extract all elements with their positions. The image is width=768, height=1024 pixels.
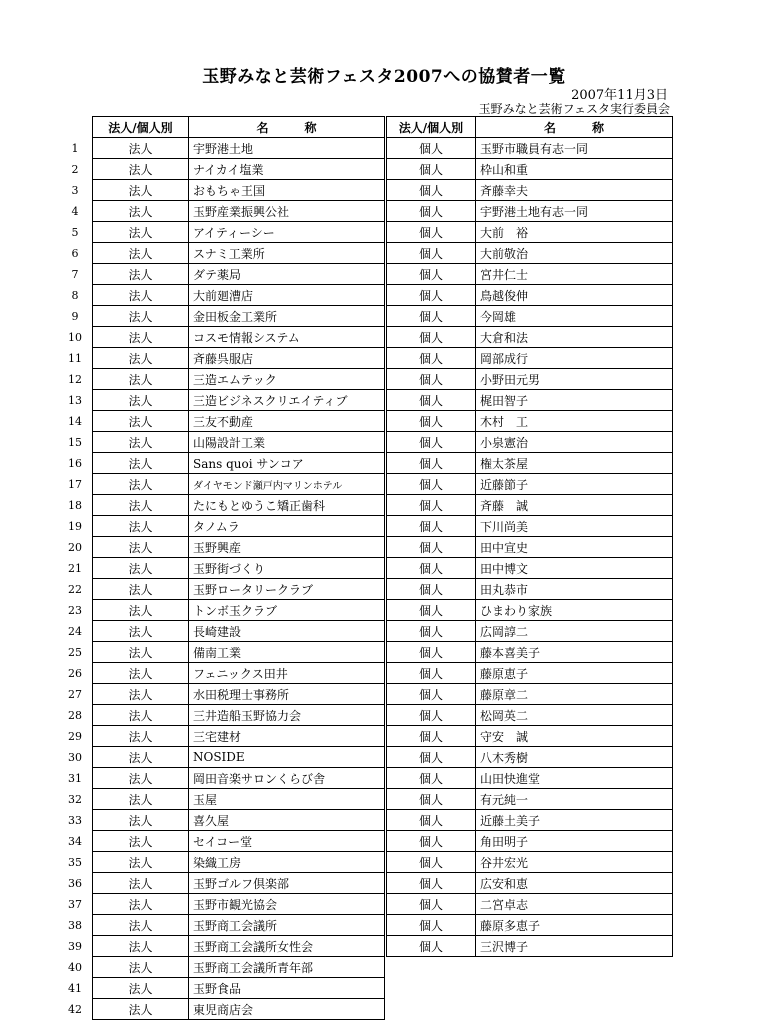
- entity-type: 法人: [93, 453, 189, 474]
- sponsor-name: 山田快進堂: [476, 768, 673, 789]
- entity-type: 個人: [387, 138, 476, 159]
- entity-type: 個人: [387, 579, 476, 600]
- sponsor-name: 斉藤幸夫: [476, 180, 673, 201]
- name-column-header: 名 称: [189, 117, 385, 138]
- sponsor-name: 藤原恵子: [476, 663, 673, 684]
- sponsor-name: 木村 工: [476, 411, 673, 432]
- entity-type: 法人: [93, 978, 189, 999]
- sponsor-name: 水田税理士事務所: [189, 684, 385, 705]
- name-column-header: 名 称: [476, 117, 673, 138]
- entity-type: 個人: [387, 285, 476, 306]
- sponsor-name: たにもとゆうこ矯正歯科: [189, 495, 385, 516]
- sponsor-name: 山陽設計工業: [189, 432, 385, 453]
- entity-type: 法人: [93, 663, 189, 684]
- sponsor-table-right: [386, 116, 673, 957]
- table-row: [58, 369, 385, 390]
- entity-type: 個人: [387, 684, 476, 705]
- table-row: [387, 873, 673, 894]
- page-title: 玉野みなと芸術フェスタ2007への協賛者一覧: [202, 67, 566, 87]
- entity-type: 法人: [93, 936, 189, 957]
- row-number: 28: [68, 708, 82, 722]
- sponsor-name: 広安和恵: [476, 873, 673, 894]
- sponsor-name: 大倉和法: [476, 327, 673, 348]
- row-number: 9: [71, 309, 79, 323]
- entity-type: 法人: [93, 243, 189, 264]
- table-row: [387, 810, 673, 831]
- entity-type: 個人: [387, 306, 476, 327]
- sponsor-name: ダテ薬局: [189, 264, 385, 285]
- table-row: [387, 537, 673, 558]
- table-row: [58, 600, 385, 621]
- sponsor-name: おもちゃ王国: [189, 180, 385, 201]
- entity-type: 個人: [387, 243, 476, 264]
- table-row: [387, 852, 673, 873]
- entity-type: 法人: [93, 432, 189, 453]
- table-row: [387, 201, 673, 222]
- sponsor-name: 小泉憲治: [476, 432, 673, 453]
- table-row: [58, 705, 385, 726]
- entity-type: 法人: [93, 516, 189, 537]
- type-column-header: 法人/個人別: [93, 117, 189, 138]
- row-number: 41: [68, 981, 82, 995]
- entity-type: 法人: [93, 180, 189, 201]
- entity-type: 法人: [93, 600, 189, 621]
- table-row: [58, 663, 385, 684]
- sponsor-name: 下川尚美: [476, 516, 673, 537]
- row-number: 7: [71, 267, 79, 281]
- table-row: [387, 579, 673, 600]
- table-row: [58, 747, 385, 768]
- table-row: [387, 831, 673, 852]
- row-number: 31: [68, 771, 82, 785]
- table-row: [387, 558, 673, 579]
- sponsor-name: 三造エムテック: [189, 369, 385, 390]
- sponsor-name: Sans quoi サンコア: [189, 453, 385, 474]
- row-number: 11: [68, 351, 82, 365]
- table-row: [387, 369, 673, 390]
- sponsor-name: 守安 誠: [476, 726, 673, 747]
- entity-type: 個人: [387, 327, 476, 348]
- sponsor-name: 斉藤 誠: [476, 495, 673, 516]
- row-number: 6: [71, 246, 79, 260]
- sponsor-name: 八木秀樹: [476, 747, 673, 768]
- row-number: 20: [68, 540, 82, 554]
- row-number: 39: [68, 939, 82, 953]
- sponsor-name: 田中博文: [476, 558, 673, 579]
- entity-type: 法人: [93, 999, 189, 1020]
- table-row: [387, 726, 673, 747]
- row-number: 19: [68, 519, 82, 533]
- entity-type: 個人: [387, 495, 476, 516]
- row-number: 35: [68, 855, 82, 869]
- table-header-row: [387, 117, 673, 138]
- table-row: [387, 894, 673, 915]
- sponsor-name: 玉野商工会議所青年部: [189, 957, 385, 978]
- sponsor-name: タノムラ: [189, 516, 385, 537]
- table-row: [58, 810, 385, 831]
- row-number: 5: [71, 225, 79, 239]
- sponsor-name: 玉野街づくり: [189, 558, 385, 579]
- row-number: 1: [71, 141, 79, 155]
- sponsor-name: 大前 裕: [476, 222, 673, 243]
- table-row: [387, 327, 673, 348]
- entity-type: 法人: [93, 768, 189, 789]
- table-row: [58, 411, 385, 432]
- entity-type: 個人: [387, 831, 476, 852]
- row-number: 29: [68, 729, 82, 743]
- table-row: [387, 768, 673, 789]
- row-number: 32: [68, 792, 82, 806]
- sponsor-name: トンボ玉クラブ: [189, 600, 385, 621]
- sponsor-name: 広岡諄二: [476, 621, 673, 642]
- sponsor-name: 三沢博子: [476, 936, 673, 957]
- entity-type: 法人: [93, 957, 189, 978]
- table-row: [387, 474, 673, 495]
- sponsor-name: 玉野ゴルフ倶楽部: [189, 873, 385, 894]
- sponsor-name: 染織工房: [189, 852, 385, 873]
- row-number: 26: [68, 666, 82, 680]
- entity-type: 個人: [387, 705, 476, 726]
- sponsor-name: 三造ビジネスクリエイティブ: [189, 390, 385, 411]
- entity-type: 法人: [93, 411, 189, 432]
- sponsor-name: 今岡雄: [476, 306, 673, 327]
- row-number: 23: [68, 603, 82, 617]
- table-row: [58, 957, 385, 978]
- sponsor-name: 三宅建材: [189, 726, 385, 747]
- sponsor-name: 斉藤呉服店: [189, 348, 385, 369]
- table-row: [387, 789, 673, 810]
- table-row: [387, 915, 673, 936]
- sponsor-name: セイコー堂: [189, 831, 385, 852]
- table-row: [58, 453, 385, 474]
- sponsor-name: 長崎建設: [189, 621, 385, 642]
- sponsor-name: 藤原多恵子: [476, 915, 673, 936]
- sponsor-name: 喜久屋: [189, 810, 385, 831]
- table-row: [387, 705, 673, 726]
- table-row: [58, 243, 385, 264]
- row-number: 42: [68, 1002, 82, 1016]
- table-row: [58, 516, 385, 537]
- entity-type: 法人: [93, 873, 189, 894]
- table-row: [58, 348, 385, 369]
- table-row: [387, 453, 673, 474]
- sponsor-name: 田丸恭市: [476, 579, 673, 600]
- sponsor-name: 松岡英二: [476, 705, 673, 726]
- table-row: [58, 474, 385, 495]
- entity-type: 個人: [387, 915, 476, 936]
- table-row: [58, 558, 385, 579]
- table-row: [58, 222, 385, 243]
- entity-type: 法人: [93, 558, 189, 579]
- row-number: 3: [71, 183, 79, 197]
- entity-type: 個人: [387, 201, 476, 222]
- sponsor-name: 玉屋: [189, 789, 385, 810]
- entity-type: 法人: [93, 810, 189, 831]
- entity-type: 法人: [93, 285, 189, 306]
- entity-type: 個人: [387, 264, 476, 285]
- entity-type: 法人: [93, 327, 189, 348]
- entity-type: 個人: [387, 873, 476, 894]
- sponsor-name: ひまわり家族: [476, 600, 673, 621]
- sponsor-name: 備南工業: [189, 642, 385, 663]
- table-row: [58, 327, 385, 348]
- entity-type: 個人: [387, 936, 476, 957]
- table-row: [387, 621, 673, 642]
- entity-type: 個人: [387, 894, 476, 915]
- table-row: [387, 432, 673, 453]
- entity-type: 法人: [93, 642, 189, 663]
- entity-type: 個人: [387, 642, 476, 663]
- table-row: [58, 726, 385, 747]
- sponsor-name: ナイカイ塩業: [189, 159, 385, 180]
- table-row: [58, 495, 385, 516]
- sponsor-name: 梶田智子: [476, 390, 673, 411]
- entity-type: 法人: [93, 264, 189, 285]
- sponsor-name: 玉野商工会議所女性会: [189, 936, 385, 957]
- row-number: 37: [68, 897, 82, 911]
- table-row: [387, 495, 673, 516]
- table-row: [58, 285, 385, 306]
- row-number: 34: [68, 834, 82, 848]
- type-column-header: 法人/個人別: [387, 117, 476, 138]
- sponsor-name: 玉野興産: [189, 537, 385, 558]
- table-row: [58, 621, 385, 642]
- table-row: [58, 306, 385, 327]
- row-number: 30: [68, 750, 82, 764]
- entity-type: 個人: [387, 180, 476, 201]
- table-row: [58, 873, 385, 894]
- entity-type: 個人: [387, 600, 476, 621]
- table-row: [58, 201, 385, 222]
- sponsor-name: NOSIDE: [189, 747, 385, 768]
- table-row: [387, 159, 673, 180]
- row-number: 27: [68, 687, 82, 701]
- document-date: 2007年11月3日: [571, 88, 668, 103]
- entity-type: 個人: [387, 726, 476, 747]
- table-row: [58, 852, 385, 873]
- row-number: 13: [68, 393, 82, 407]
- table-row: [58, 978, 385, 999]
- entity-type: 個人: [387, 663, 476, 684]
- row-number: 25: [68, 645, 82, 659]
- entity-type: 法人: [93, 537, 189, 558]
- sponsor-name: 三井造船玉野協力会: [189, 705, 385, 726]
- entity-type: 法人: [93, 789, 189, 810]
- sponsor-name: 玉野市観光協会: [189, 894, 385, 915]
- entity-type: 個人: [387, 558, 476, 579]
- sponsor-name: 玉野商工会議所: [189, 915, 385, 936]
- sponsor-name: 小野田元男: [476, 369, 673, 390]
- entity-type: 個人: [387, 369, 476, 390]
- entity-type: 法人: [93, 852, 189, 873]
- table-row: [387, 222, 673, 243]
- sponsor-name: 二宮卓志: [476, 894, 673, 915]
- sponsor-name: 金田板金工業所: [189, 306, 385, 327]
- sponsor-name: 宇野港土地: [189, 138, 385, 159]
- entity-type: 法人: [93, 222, 189, 243]
- entity-type: 法人: [93, 726, 189, 747]
- table-row: [387, 411, 673, 432]
- entity-type: 法人: [93, 369, 189, 390]
- entity-type: 個人: [387, 747, 476, 768]
- table-row: [387, 516, 673, 537]
- entity-type: 個人: [387, 516, 476, 537]
- table-row: [58, 999, 385, 1020]
- table-row: [387, 180, 673, 201]
- table-row: [387, 285, 673, 306]
- entity-type: 法人: [93, 747, 189, 768]
- row-number: 33: [68, 813, 82, 827]
- table-row: [387, 747, 673, 768]
- sponsor-name: 三友不動産: [189, 411, 385, 432]
- entity-type: 法人: [93, 390, 189, 411]
- row-number: 4: [71, 204, 79, 218]
- entity-type: 個人: [387, 159, 476, 180]
- table-row: [58, 936, 385, 957]
- sponsor-name: 東児商店会: [189, 999, 385, 1020]
- entity-type: 個人: [387, 621, 476, 642]
- entity-type: 法人: [93, 894, 189, 915]
- row-number: 16: [68, 456, 82, 470]
- sponsor-name: 谷井宏光: [476, 852, 673, 873]
- sponsor-name: 玉野ロータリークラブ: [189, 579, 385, 600]
- sponsor-name: 鳥越俊伸: [476, 285, 673, 306]
- sponsor-name: コスモ情報システム: [189, 327, 385, 348]
- table-row: [58, 159, 385, 180]
- entity-type: 法人: [93, 579, 189, 600]
- entity-type: 個人: [387, 810, 476, 831]
- entity-type: 法人: [93, 621, 189, 642]
- sponsor-name: 角田明子: [476, 831, 673, 852]
- entity-type: 法人: [93, 474, 189, 495]
- row-number: 17: [68, 477, 82, 491]
- row-number: 36: [68, 876, 82, 890]
- table-row: [387, 390, 673, 411]
- table-row: [58, 789, 385, 810]
- table-row: [387, 243, 673, 264]
- table-row: [387, 306, 673, 327]
- row-number: 14: [68, 414, 82, 428]
- entity-type: 法人: [93, 495, 189, 516]
- row-number: 24: [68, 624, 82, 638]
- sponsor-name: 玉野食品: [189, 978, 385, 999]
- row-number: 22: [68, 582, 82, 596]
- sponsor-name: フェニックス田井: [189, 663, 385, 684]
- row-number: 40: [68, 960, 82, 974]
- entity-type: 法人: [93, 705, 189, 726]
- entity-type: 個人: [387, 789, 476, 810]
- sponsor-name: 玉野市職員有志一同: [476, 138, 673, 159]
- entity-type: 法人: [93, 138, 189, 159]
- number-header: [58, 117, 93, 138]
- sponsor-name: 藤原章二: [476, 684, 673, 705]
- sponsor-table-left: [58, 116, 385, 1020]
- entity-type: 個人: [387, 411, 476, 432]
- entity-type: 法人: [93, 348, 189, 369]
- table-row: [58, 894, 385, 915]
- row-number: 15: [68, 435, 82, 449]
- table-row: [58, 537, 385, 558]
- row-number: 8: [71, 288, 79, 302]
- table-row: [58, 768, 385, 789]
- table-row: [58, 915, 385, 936]
- entity-type: 個人: [387, 768, 476, 789]
- table-row: [387, 138, 673, 159]
- entity-type: 個人: [387, 453, 476, 474]
- row-number: 18: [68, 498, 82, 512]
- sponsor-name: スナミ工業所: [189, 243, 385, 264]
- table-row: [58, 138, 385, 159]
- entity-type: 法人: [93, 201, 189, 222]
- sponsor-name: 岡部成行: [476, 348, 673, 369]
- sponsor-name: 田中宣史: [476, 537, 673, 558]
- table-row: [387, 936, 673, 957]
- entity-type: 個人: [387, 474, 476, 495]
- sponsor-name: 権太茶屋: [476, 453, 673, 474]
- entity-type: 個人: [387, 537, 476, 558]
- row-number: 38: [68, 918, 82, 932]
- table-row: [58, 642, 385, 663]
- entity-type: 法人: [93, 831, 189, 852]
- entity-type: 個人: [387, 432, 476, 453]
- table-row: [387, 600, 673, 621]
- table-row: [58, 684, 385, 705]
- entity-type: 法人: [93, 159, 189, 180]
- table-row: [58, 579, 385, 600]
- table-row: [58, 831, 385, 852]
- row-number: 12: [68, 372, 82, 386]
- sponsor-name: 岡田音楽サロンくらび舎: [189, 768, 385, 789]
- row-number: 2: [71, 162, 79, 176]
- sponsor-name: 玉野産業振興公社: [189, 201, 385, 222]
- table-row: [387, 663, 673, 684]
- table-row: [58, 390, 385, 411]
- entity-type: 法人: [93, 306, 189, 327]
- sponsor-name: 宮井仁士: [476, 264, 673, 285]
- sponsor-name: 大前廻漕店: [189, 285, 385, 306]
- entity-type: 個人: [387, 222, 476, 243]
- sponsor-name: アイティーシー: [189, 222, 385, 243]
- row-number: 10: [68, 330, 82, 344]
- sponsor-name: 宇野港土地有志一同: [476, 201, 673, 222]
- organizer-name: 玉野みなと芸術フェスタ実行委員会: [478, 102, 670, 116]
- sponsor-name: 藤本喜美子: [476, 642, 673, 663]
- sponsor-name: 近藤土美子: [476, 810, 673, 831]
- sponsor-name: ダイヤモンド瀬戸内マリンホテル: [189, 474, 385, 495]
- table-row: [387, 264, 673, 285]
- table-row: [387, 348, 673, 369]
- entity-type: 個人: [387, 852, 476, 873]
- row-number: 21: [68, 561, 82, 575]
- table-row: [58, 264, 385, 285]
- sponsor-name: 大前敬治: [476, 243, 673, 264]
- table-header-row: [58, 117, 385, 138]
- table-row: [387, 684, 673, 705]
- entity-type: 法人: [93, 684, 189, 705]
- entity-type: 法人: [93, 915, 189, 936]
- table-row: [58, 432, 385, 453]
- table-row: [387, 642, 673, 663]
- table-row: [58, 180, 385, 201]
- sponsor-name: 枠山和重: [476, 159, 673, 180]
- sponsor-name: 有元純一: [476, 789, 673, 810]
- entity-type: 個人: [387, 348, 476, 369]
- sponsor-name: 近藤節子: [476, 474, 673, 495]
- entity-type: 個人: [387, 390, 476, 411]
